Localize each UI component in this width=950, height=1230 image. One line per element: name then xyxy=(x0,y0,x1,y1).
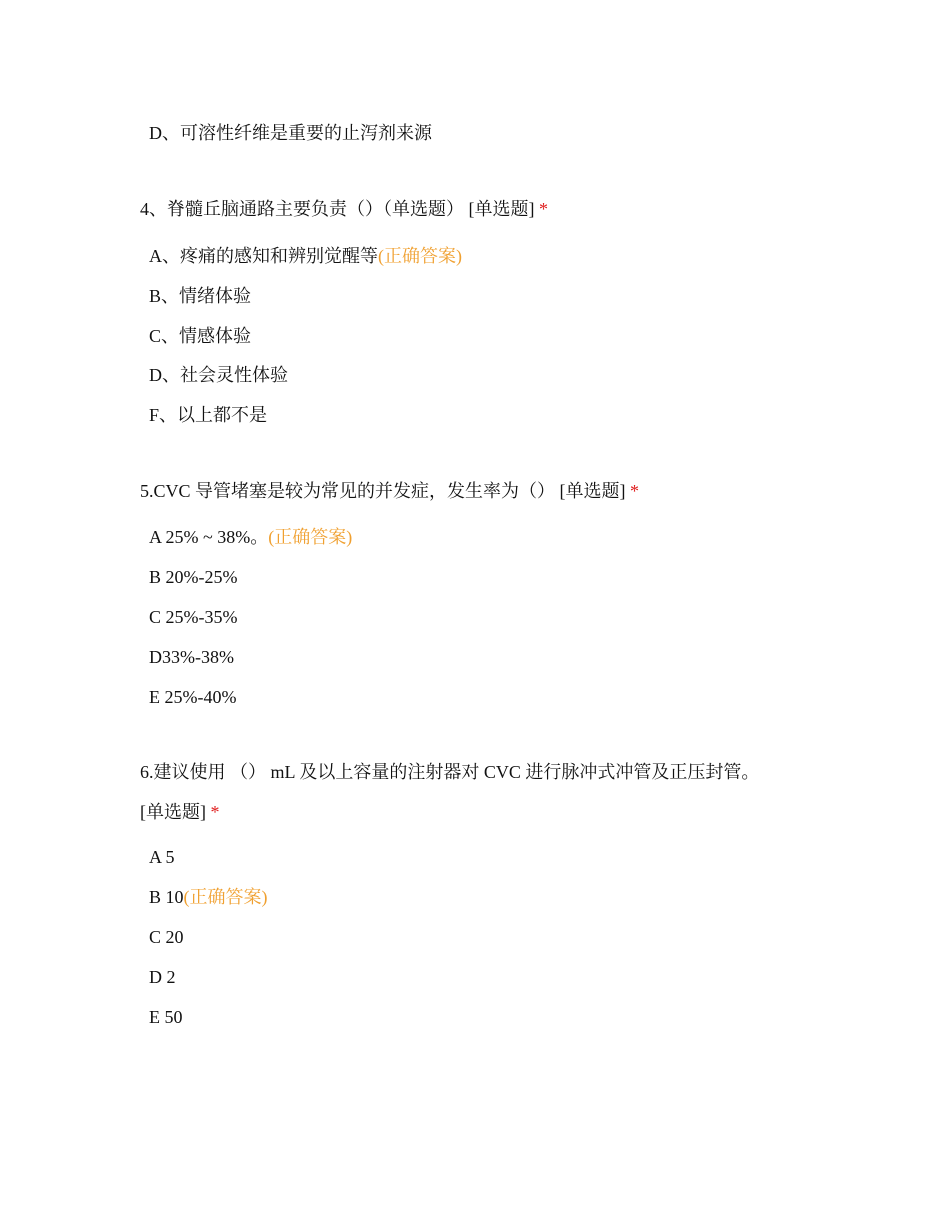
option-q4-c[interactable] xyxy=(149,324,251,348)
question-4-title xyxy=(140,189,840,229)
option-text: A 25% ~ 38%。 xyxy=(149,527,269,547)
option-q5-a[interactable] xyxy=(149,525,352,549)
option-text: B 10 xyxy=(149,887,184,907)
required-mark: * xyxy=(539,199,548,219)
option-text: D、社会灵性体验 xyxy=(149,365,288,385)
question-5-title xyxy=(140,471,840,511)
option-q6-d[interactable] xyxy=(149,965,176,989)
question-type-tag: [单选题] xyxy=(559,481,626,501)
option-q5-d[interactable] xyxy=(149,645,234,669)
correct-answer-tag: (正确答案) xyxy=(268,527,353,547)
option-q3-d[interactable] xyxy=(149,121,432,145)
option-q6-a[interactable] xyxy=(149,845,175,869)
option-text: C、情感体验 xyxy=(149,326,252,346)
question-6-title xyxy=(140,752,840,832)
option-text: E 50 xyxy=(149,1007,183,1027)
option-text: D 2 xyxy=(149,967,176,987)
option-q4-f[interactable] xyxy=(149,403,267,427)
option-q4-a[interactable] xyxy=(149,244,462,268)
question-text: 5.CVC 导管堵塞是较为常见的并发症，发生率为（） xyxy=(140,481,556,501)
option-q6-c[interactable] xyxy=(149,925,184,949)
option-text: A、疼痛的感知和辨别觉醒等 xyxy=(149,246,378,266)
option-text: F、以上都不是 xyxy=(149,405,268,425)
correct-answer-tag: (正确答案) xyxy=(378,246,462,266)
question-text: 4、脊髓丘脑通路主要负责（）（单选题） xyxy=(140,199,464,219)
option-q5-c[interactable] xyxy=(149,605,238,629)
required-mark: * xyxy=(630,481,640,501)
option-q4-d[interactable] xyxy=(149,363,288,387)
option-text: D、可溶性纤维是重要的止泻剂来源 xyxy=(149,123,432,143)
option-text: B 20%-25% xyxy=(149,567,238,587)
required-mark: * xyxy=(210,802,220,822)
option-text: B、情绪体验 xyxy=(149,286,252,306)
option-q5-b[interactable] xyxy=(149,565,238,589)
option-text: C 25%-35% xyxy=(149,607,238,627)
option-text: D33%-38% xyxy=(149,647,234,667)
question-type-tag: [单选题] xyxy=(468,199,535,219)
option-text: E 25%-40% xyxy=(149,687,237,707)
option-q6-b[interactable] xyxy=(149,885,268,909)
option-text: A 5 xyxy=(149,847,175,867)
option-q6-e[interactable] xyxy=(149,1005,183,1029)
option-q5-e[interactable] xyxy=(149,685,236,709)
correct-answer-tag: (正确答案) xyxy=(183,887,268,907)
option-q4-b[interactable] xyxy=(149,284,251,308)
option-text: C 20 xyxy=(149,927,184,947)
question-type-tag: [单选题] xyxy=(140,802,206,822)
question-text: 6.建议使用 （） mL 及以上容量的注射器对 CVC 进行脉冲式冲管及正压封管。 xyxy=(140,762,760,782)
